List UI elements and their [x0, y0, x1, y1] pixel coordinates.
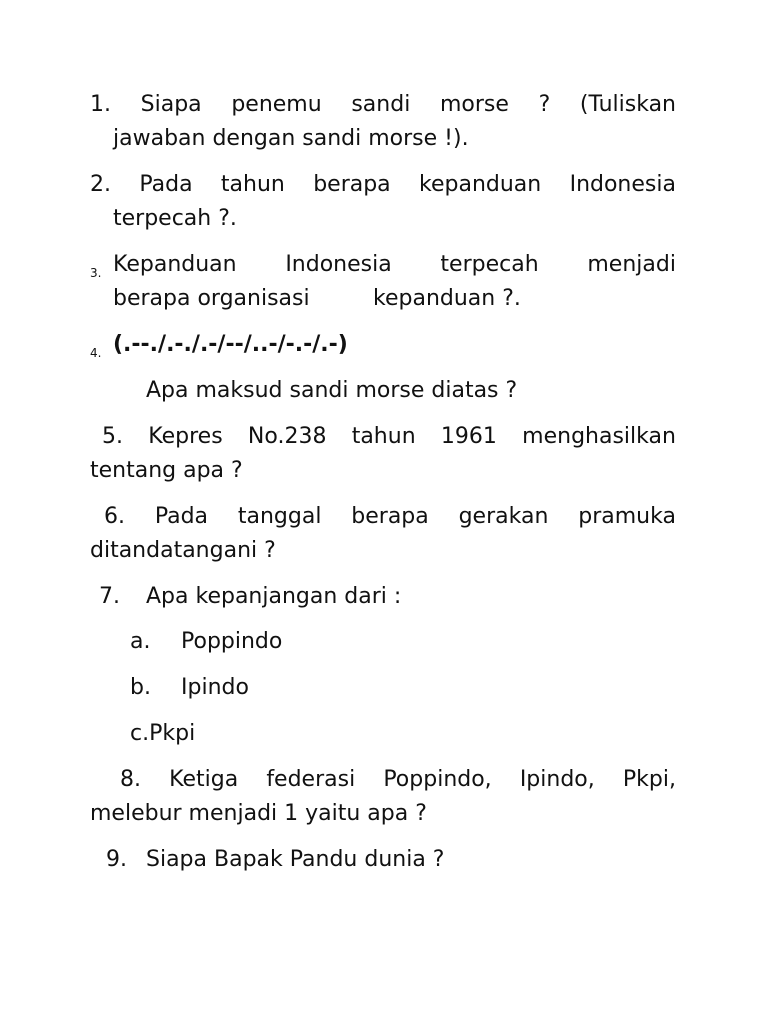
option-c-text: Pkpi — [149, 721, 196, 746]
word: morse — [439, 92, 509, 117]
option-a-label: a. — [130, 629, 151, 654]
question-6-number: 6. — [104, 504, 125, 529]
word: penemu — [231, 92, 322, 117]
question-8-number: 8. — [120, 767, 141, 792]
question-7-number: 7. — [99, 584, 120, 609]
option-b-label: b. — [130, 675, 151, 700]
option-c-label: c. — [130, 721, 150, 746]
word: berapa — [351, 504, 429, 529]
question-1-line-1 — [90, 92, 676, 118]
option-c — [130, 721, 195, 747]
question-8-line-2: melebur menjadi 1 yaitu apa ? — [90, 801, 427, 826]
question-4-number: 4. — [90, 346, 102, 360]
question-6-line-1 — [104, 504, 676, 530]
question-3-number: 3. — [90, 266, 102, 280]
question-5-line-2: tentang apa ? — [90, 458, 243, 483]
word: Ketiga — [169, 767, 239, 792]
question-3-line-2a: berapa organisasi — [113, 286, 310, 311]
word: tahun — [220, 172, 285, 197]
question-3-line-2b: kepanduan ?. — [373, 286, 521, 311]
word: federasi — [266, 767, 356, 792]
word: kepanduan — [419, 172, 542, 197]
word: No.238 — [247, 424, 327, 449]
question-9-text: Siapa Bapak Pandu dunia ? — [146, 847, 445, 872]
question-5-line-1 — [102, 424, 676, 450]
question-8-line-1 — [120, 767, 676, 793]
option-b-text: Ipindo — [181, 675, 249, 700]
word: (Tuliskan — [579, 92, 676, 117]
word: Indonesia — [285, 252, 392, 277]
word: sandi — [351, 92, 411, 117]
word: menjadi — [587, 252, 676, 277]
word: tahun — [351, 424, 416, 449]
option-a-text: Poppindo — [181, 629, 283, 654]
question-9-number: 9. — [106, 847, 127, 872]
morse-code: (.--./.-./.-/--/..-/-.-/.-) — [113, 332, 348, 357]
question-2-line-2: terpecah ?. — [113, 206, 237, 231]
word: terpecah — [440, 252, 539, 277]
word: gerakan — [458, 504, 549, 529]
word: Kepres — [148, 424, 223, 449]
question-5-number: 5. — [102, 424, 123, 449]
question-7-text: Apa kepanjangan dari : — [146, 584, 402, 609]
word: tanggal — [237, 504, 322, 529]
question-4-text: Apa maksud sandi morse diatas ? — [146, 378, 518, 403]
question-3-line-1 — [113, 252, 676, 278]
word: Kepanduan — [113, 252, 237, 277]
question-1-number: 1. — [90, 92, 111, 117]
word: menghasilkan — [522, 424, 676, 449]
question-2-line-1 — [90, 172, 676, 198]
word: Indonesia — [569, 172, 676, 197]
question-6-line-2: ditandatangani ? — [90, 538, 276, 563]
word: berapa — [313, 172, 391, 197]
word: pramuka — [578, 504, 676, 529]
word: 1961 — [440, 424, 497, 449]
word: Siapa — [140, 92, 202, 117]
question-2-number: 2. — [90, 172, 111, 197]
word: Pada — [154, 504, 209, 529]
word: Poppindo, — [383, 767, 492, 792]
question-1-line-2: jawaban dengan sandi morse !). — [113, 126, 469, 151]
word: Ipindo, — [519, 767, 595, 792]
word: Pkpi, — [622, 767, 676, 792]
word: ? — [538, 92, 551, 117]
word: Pada — [139, 172, 193, 197]
